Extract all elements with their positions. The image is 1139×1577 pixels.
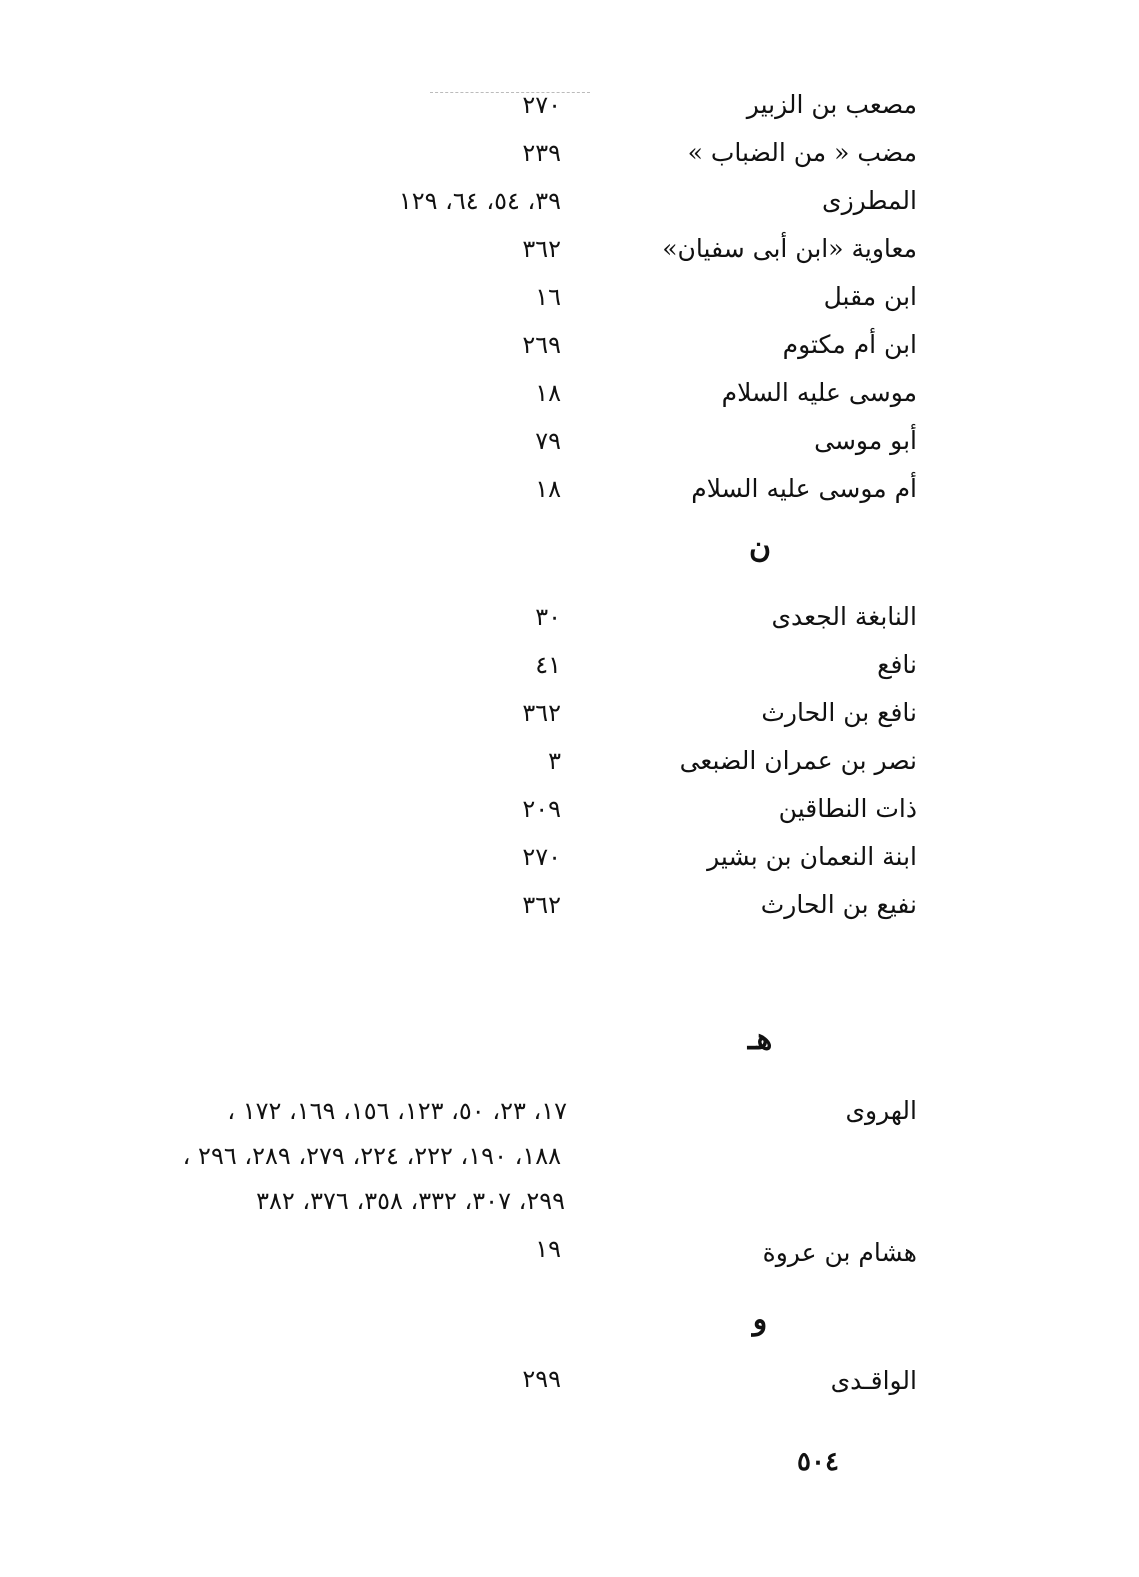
index-entry-pages: ١٨ [535,379,561,407]
index-entry-pages: ٣٦٢ [522,699,561,727]
index-entry-pages-line: ١٧، ٢٣، ٥٠، ١٢٣، ١٥٦، ١٦٩، ١٧٢ ، [227,1097,567,1125]
index-entry-pages: ٢٧٠ [522,91,561,119]
index-entry-pages: ٣٠ [535,603,561,631]
index-entry-name: هشام بن عروة [762,1238,917,1267]
index-entry-pages: ٢٦٩ [522,331,561,359]
index-entry-name: معاوية «ابن أبى سفيان» [662,234,917,263]
index-entry-pages: ١٨ [535,475,561,503]
index-entry-name: ابن أم مكتوم [782,330,917,359]
index-entry-name: المطرزى [822,186,917,215]
index-entry-name: نفيع بن الحارث [760,890,917,919]
index-entry-pages: ٧٩ [535,427,561,455]
index-entry-name: نافع بن الحارث [761,698,917,727]
index-entry-name: موسى عليه السلام [721,378,917,407]
index-entry-pages: ٢٠٩ [522,795,561,823]
index-entry-pages-line: ١٨٨، ١٩٠، ٢٢٢، ٢٢٤، ٢٧٩، ٢٨٩، ٢٩٦ ، [182,1142,561,1170]
index-entry-pages-line: ٢٩٩، ٣٠٧، ٣٣٢، ٣٥٨، ٣٧٦، ٣٨٢ [256,1187,565,1215]
index-entry-pages: ٣٦٢ [522,891,561,919]
index-entry-pages: ٣٦٢ [522,235,561,263]
index-entry-name: أم موسى عليه السلام [691,474,917,503]
index-entry-name: ابن مقبل [823,282,917,311]
index-entry-name: أبو موسى [814,426,917,455]
index-entry-name: ابنة النعمان بن بشير [707,842,917,871]
index-entry-name: مضب « من الضباب » [687,138,917,167]
index-entry-pages: ١٩ [535,1235,561,1263]
index-entry-name: نافع [877,650,917,679]
index-entry-pages: ٢٩٩ [522,1365,561,1393]
index-entry-pages: ٤١ [535,651,561,679]
index-entry-pages: ٣٩، ٥٤، ٦٤، ١٢٩ [398,187,561,215]
section-letter-waw: و [752,1302,768,1337]
index-entry-name: ذات النطاقين [778,794,917,823]
index-entry-pages: ٢٧٠ [522,843,561,871]
index-entry-name: مصعب بن الزبير [746,90,917,119]
page-number: ٥٠٤ [797,1447,839,1477]
index-entry-pages: ١٦ [535,283,561,311]
index-entry-pages: ٣ [548,747,561,775]
index-entry-pages: ٢٣٩ [522,139,561,167]
index-entry-name: النابغة الجعدى [771,602,917,631]
top-divider [430,92,590,93]
index-entry-name: الواقـدى [830,1366,917,1395]
index-entry-name: نصر بن عمران الضبعى [679,746,917,775]
index-entry-name: الهروى [845,1096,917,1125]
section-letter-ha: هـ [747,1022,773,1057]
section-letter-noon: ن [748,530,772,565]
